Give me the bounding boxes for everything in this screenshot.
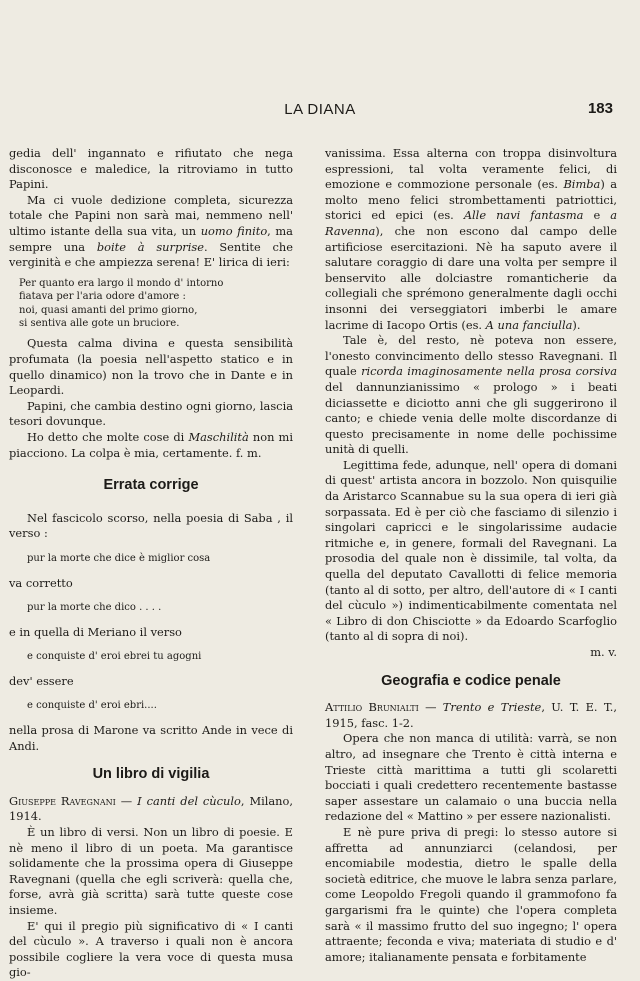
text-run: Tale è, del resto, nè poteva non essere, l'onesto convincimento dello stesso Ravegnani. Il quale xyxy=(325,333,617,379)
paragraph: Questa calma divina e questa sensibilità profumata (la poesia nell'aspetto statico e in quello dinamico) non la trovo che in Dante e in Leopardi. xyxy=(9,336,293,398)
text-run: — xyxy=(418,700,443,715)
italic-text: boite à surprise xyxy=(96,239,204,254)
paragraph xyxy=(9,430,293,461)
poem-line: si sentiva alle gote un bruciore. xyxy=(19,317,180,329)
text-run: Ho detto che molte cose di xyxy=(27,429,189,444)
right-column xyxy=(325,146,617,965)
section-title-vigilia: Un libro di vigilia xyxy=(92,766,210,783)
paragraph xyxy=(9,193,293,271)
paragraph: Opera che non manca di utilità: varrà, se non altro, ad insegnare che Trento è città interna e Trieste città marittima a tutti gli scolaretti bocciati i quali credettero recentemente bastasse saper assestare un calamaio o una buccia nella redazione del « Mattino » per essere nazionalisti. xyxy=(325,731,617,824)
author-initials: f. m. xyxy=(236,445,262,460)
paragraph: nella prosa di Marone va scritto Ande in vece di Andi. xyxy=(9,723,293,753)
quoted-verse: pur la morte che dice è miglior cosa xyxy=(27,552,211,564)
text-run: ), che non escono dal campo delle artificiose esercitazioni. Nè ha saputo avere il salutare coraggio di dare una volta per sempre il benservito alle dolciastre romanticherie da collegiali che sprémono generalmente dagli occhi insonni dei verseggiatori imberbi le amare lacrime di Iacopo Ortis (es. xyxy=(325,223,617,332)
text-run: e xyxy=(583,208,611,223)
text-run: vanissima. Essa alterna con troppa disinvoltura espressioni, tal volta veramente felici, di emozione e commozione personale (es. xyxy=(325,146,617,192)
text-run: . Sentite che verginità e che ampiezza serena! E' lirica di ieri: xyxy=(9,239,293,270)
poem-line: fiatava per l'aria odore d'amore : xyxy=(19,291,186,303)
paragraph: dev' essere xyxy=(9,673,74,688)
paragraph: Legittima fede, adunque, nell' opera di domani di quest' artista ancora in bozzolo. Non quisquilie da Aristarco Scannabue su la sua opera di ieri già sorpassata. Ed è per ciò che fasciamo di silenzio i singolari capricci e le singolarissime audacie ritmiche e, in genere, formali del Ravegnani. La prosodia del quale non è dissimile, tal volta, da quella del deputato Cavallotti di felice memoria (tanto al di sotto, per altro, dell'autore di « I canti del cùculo ») indimenticabilmente comentata nel « Libro di don Chisciotte » da Edoardo Scarfoglio (tanto al di sopra di noi). xyxy=(325,457,617,644)
text-run: , U. T. E. T., 1915, fasc. 1-2. xyxy=(325,700,617,730)
running-header-title: LA DIANA xyxy=(284,101,356,118)
paragraph: va corretto xyxy=(9,575,73,590)
text-run: del dannunzianissimo « prologo » i beati diciassette e diciotto anni che gli suggerirono il canto; e chiede venia delle molte discordanze di questo precisamente in nome delle pochissime unità di quelli. xyxy=(325,379,617,457)
italic-text: a Ravenna xyxy=(325,208,617,238)
author-initials: m. v. xyxy=(590,645,617,659)
left-column xyxy=(9,146,293,981)
italic-text: ricorda imaginosamente nella prosa corsiva xyxy=(361,364,617,379)
text-run: , ma sempre una xyxy=(9,223,293,254)
italic-text: Maschilità xyxy=(188,429,249,444)
italic-text: A una fanciulla xyxy=(485,317,573,332)
text-run: , Milano, 1914. xyxy=(9,793,293,824)
poem-line: noi, quasi amanti del primo giorno, xyxy=(19,304,198,316)
quoted-verse: e conquiste d' eroi ebri.... xyxy=(27,700,157,712)
text-run: non mi piacciono. La colpa è mia, certamente. xyxy=(9,429,293,460)
quoted-verse: pur la morte che dico . . . . xyxy=(27,602,162,614)
quoted-verse: e conquiste d' eroi ebrei tu agogni xyxy=(27,651,202,663)
paragraph: E nè pure priva di pregi: lo stesso autore si affretta ad annunziarci (celandosi, per encomiabile modestia, dietro le spalle della società editrice, che muove le labra senza parlare, come Leopoldo Fregoli quando il grammofono fa gargarismi fra le quinte) che l'opera completa sarà « il massimo frutto del suo ingegno; l' opera attraente; feconda e viva; materiata di studio e d' amore; italianamente pensata e forbitamente xyxy=(325,824,617,964)
paragraph: Papini, che cambia destino ogni giorno, lascia tesori dovunque. xyxy=(9,398,293,429)
bibliographic-entry xyxy=(325,700,617,731)
book-author: Attilio Brunialti xyxy=(325,700,419,715)
italic-text: uomo finito xyxy=(200,223,268,238)
paragraph: È un libro di versi. Non un libro di poesie. E nè meno il libro di un poeta. Ma garantisce solidamente che la prossima opera di Giuseppe Ravegnani (quella che egli scriverà: quella che, forse, avrà già scritta) sarà tutte queste cose insieme. xyxy=(9,825,293,917)
text-run: — xyxy=(115,793,138,808)
paragraph xyxy=(325,146,617,333)
paragraph: Nel fascicolo scorso, nella poesia di Saba , il verso : xyxy=(9,510,293,541)
text-run: ). xyxy=(572,317,581,332)
book-author: Giuseppe Ravegnani xyxy=(9,793,116,808)
paragraph: E' qui il pregio più significativo di « I canti del cùculo ». A traverso i quali non è ancora possibile cogliere la vera voce di questa musa gio- xyxy=(9,918,293,980)
italic-text: Alle navi fantasma xyxy=(463,208,584,223)
section-title-geografia: Geografia e codice penale xyxy=(381,672,561,689)
poem-line: Per quanto era largo il mondo d' intorno xyxy=(19,277,224,289)
paragraph xyxy=(325,333,617,458)
book-title: Trento e Trieste xyxy=(442,700,542,715)
section-title-errata: Errata corrige xyxy=(103,477,199,494)
page-number: 183 xyxy=(587,100,613,117)
poem-quote xyxy=(19,277,293,331)
book-title: I canti del cùculo xyxy=(137,793,241,808)
text-run: Ma ci vuole dedizione completa, sicurezza totale che Papini non sarà mai, nemmeno nell' ultimo istante della sua vita, un xyxy=(9,192,293,238)
bibliographic-entry xyxy=(9,794,293,825)
paragraph: gedia dell' ingannato e rifiutato che nega disconosce e maledice, la ritroviamo in tutto Papini. xyxy=(9,146,293,192)
text-run: ) a molto meno felici strombettamenti patriottici, storici ed epici (es. xyxy=(325,177,617,223)
italic-text: Bimba xyxy=(563,177,601,192)
paragraph: e in quella di Meriano il verso xyxy=(9,624,182,639)
